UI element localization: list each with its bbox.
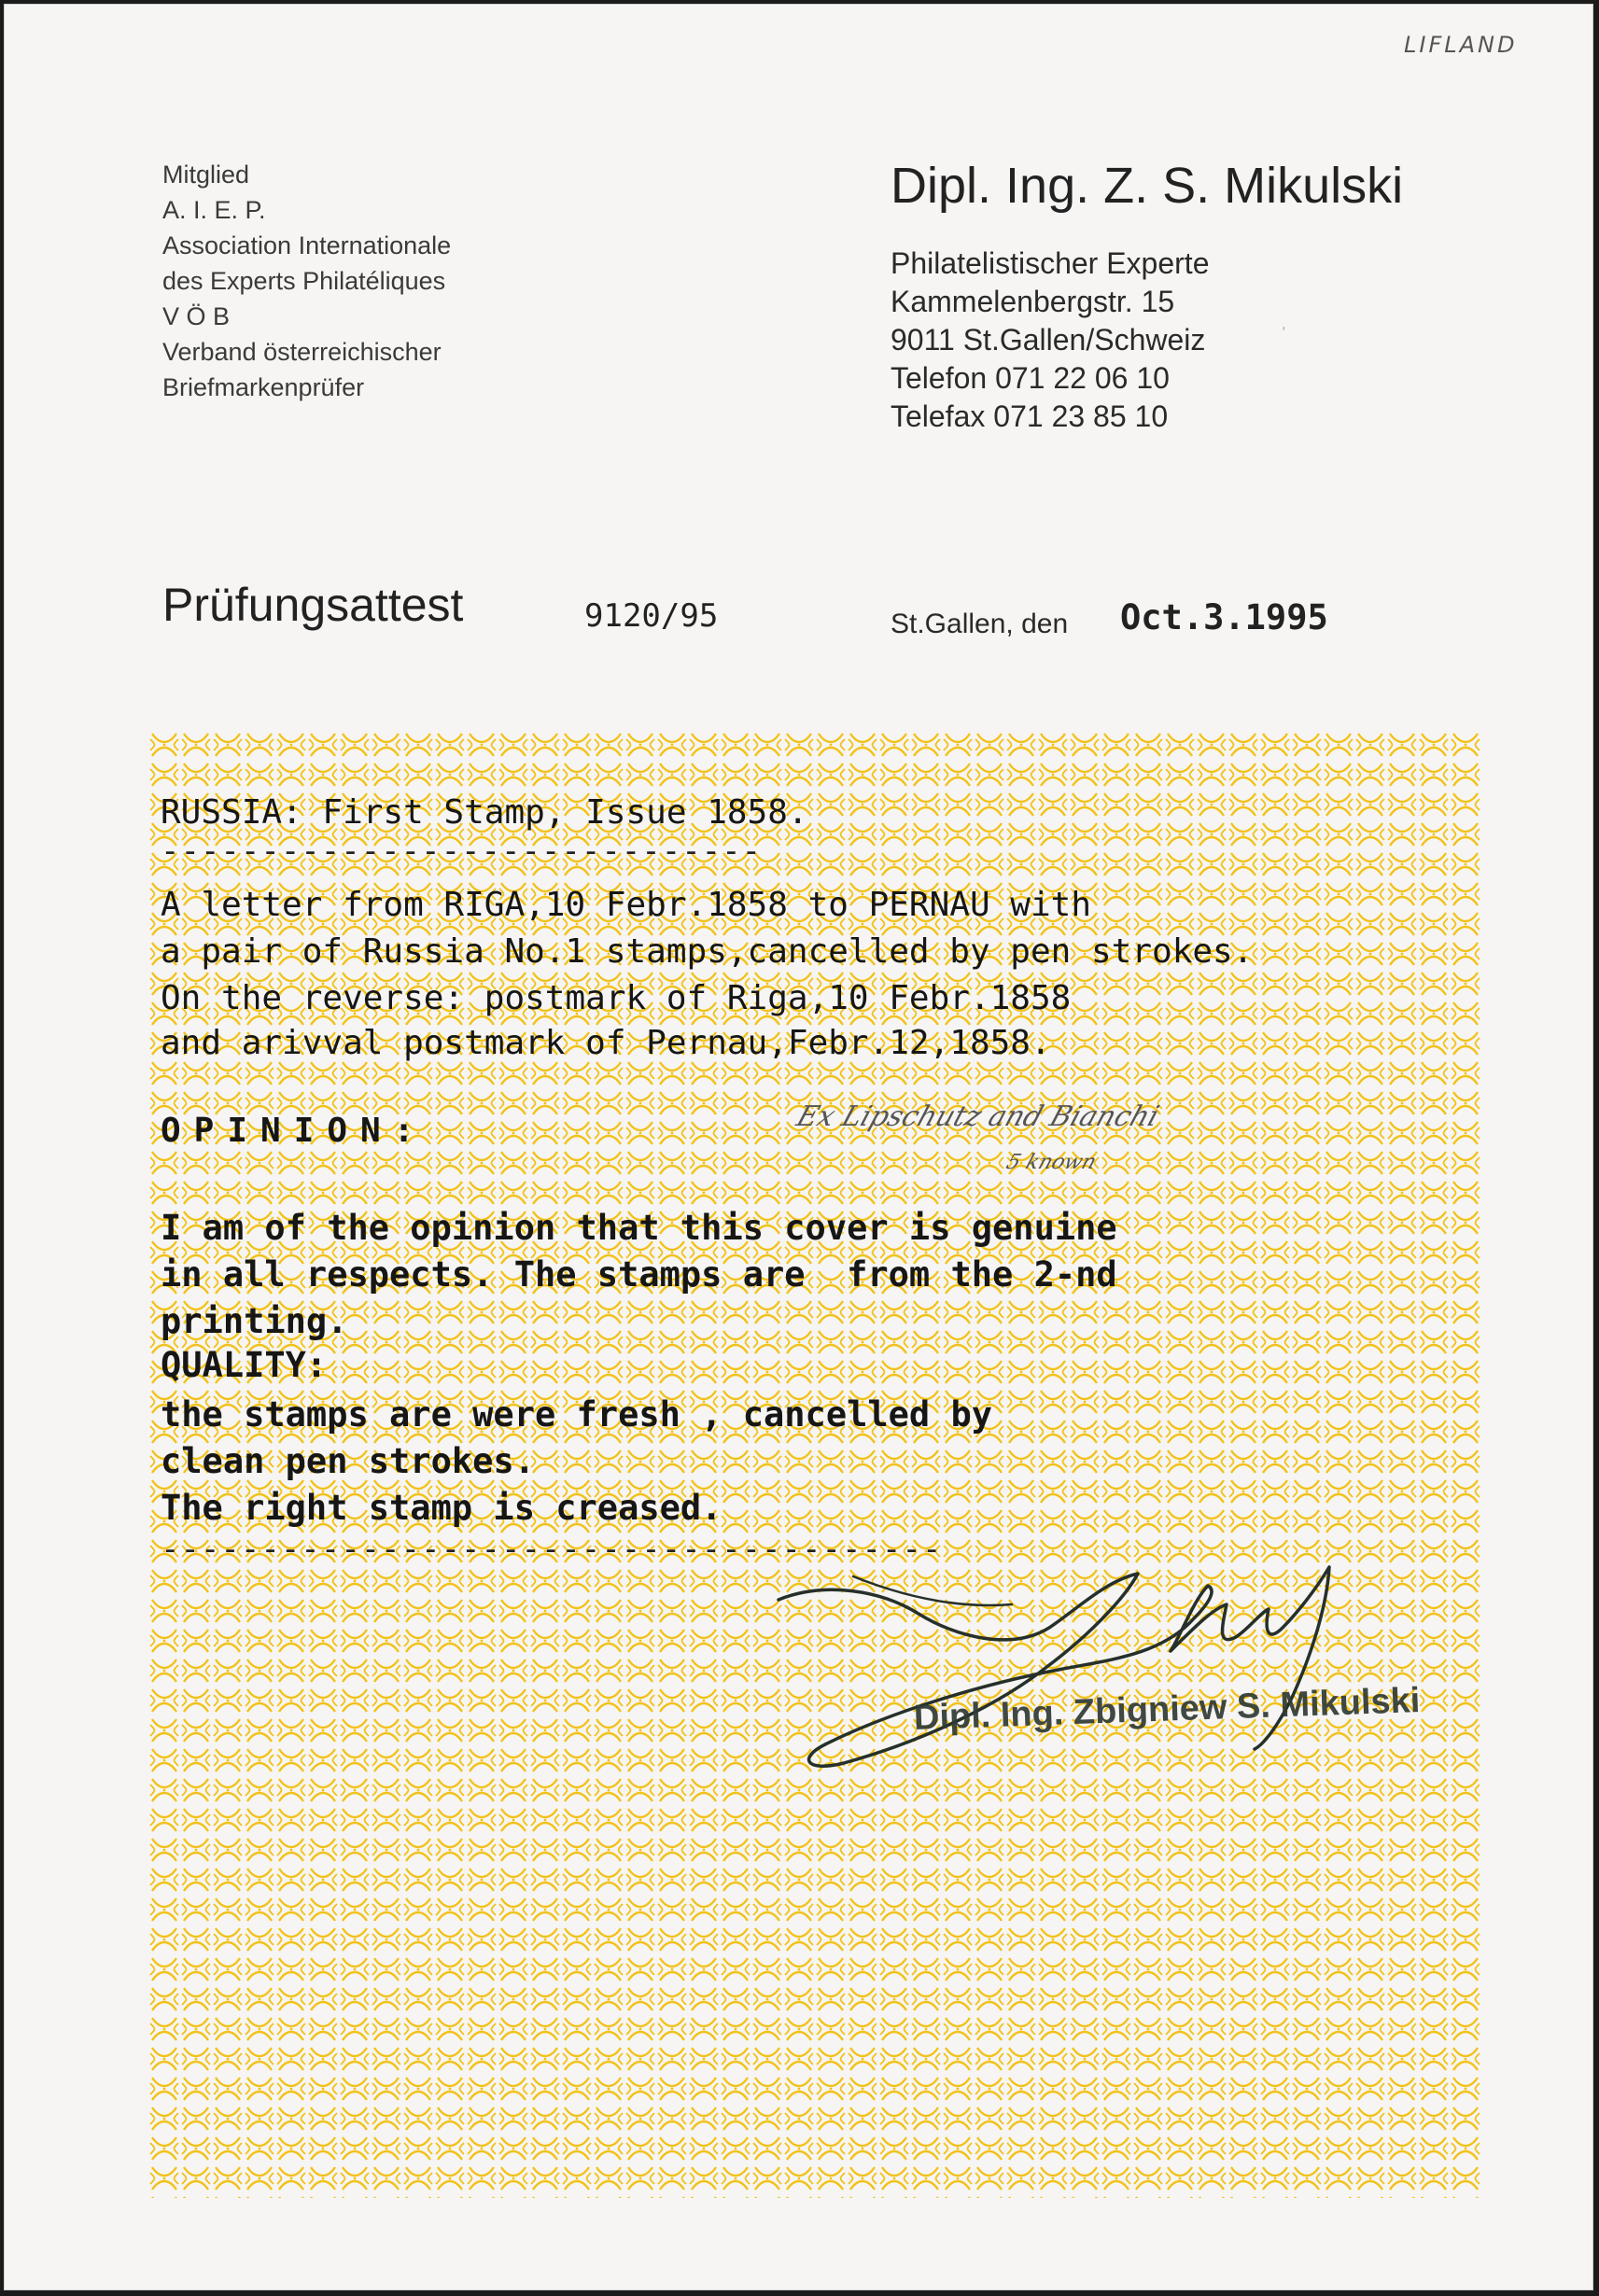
corner-note: LIFLAND xyxy=(1404,32,1518,58)
quality-line: The right stamp is creased. xyxy=(161,1488,722,1528)
handwritten-note xyxy=(788,1090,1423,1183)
membership-block xyxy=(162,157,610,405)
expert-street: Kammelenbergstr. 15 xyxy=(891,285,1175,318)
membership-line: V Ö B xyxy=(162,302,231,330)
handwritten-note-text: Ex Lipschutz and Bianchi xyxy=(792,1099,1164,1133)
opinion-line: I am of the opinion that this cover is genuine xyxy=(161,1208,1117,1248)
body-heading: RUSSIA: First Stamp, Issue 1858. xyxy=(161,793,808,832)
membership-line: des Experts Philatéliques xyxy=(162,267,446,295)
expert-telefon: Telefon 071 22 06 10 xyxy=(891,361,1170,395)
expert-name: Dipl. Ing. Z. S. Mikulski xyxy=(891,158,1404,214)
signature xyxy=(769,1562,1441,1796)
certificate-sheet xyxy=(4,4,1593,2290)
description-line: and arivval postmark of Pernau,Febr.12,1858. xyxy=(161,1024,1051,1062)
signature-stamp: Dipl. Ing. Zbigniew S. Mikulski xyxy=(913,1681,1421,1738)
opinion-line: printing. xyxy=(161,1301,348,1341)
membership-line: Verband österreichischer xyxy=(162,338,442,366)
expert-address xyxy=(891,245,1209,436)
expert-telefax: Telefax 071 23 85 10 xyxy=(891,399,1169,433)
certificate-date: Oct.3.1995 xyxy=(1120,597,1328,637)
membership-line: Mitglied xyxy=(162,161,250,189)
expert-title: Philatelistischer Experte xyxy=(891,246,1210,280)
certificate-place: St.Gallen, den xyxy=(891,609,1069,639)
certificate-number: 9120/95 xyxy=(584,597,719,635)
membership-line: Briefmarkenprüfer xyxy=(162,373,365,401)
opinion-line: in all respects. The stamps are from the 2-nd xyxy=(161,1254,1117,1295)
membership-line: A. I. E. P. xyxy=(162,196,266,224)
handwritten-note-count: 5 known xyxy=(1003,1150,1100,1174)
certificate-title: Prüfungsattest xyxy=(162,579,464,631)
description-line: A letter from RIGA,10 Febr.1858 to PERNAU with xyxy=(161,886,1091,924)
opinion-label: OPINION: xyxy=(161,1112,428,1150)
description-line: On the reverse: postmark of Riga,10 Febr.1858 xyxy=(161,979,1072,1017)
quality-line: the stamps are were fresh , cancelled by xyxy=(161,1394,993,1435)
quality-line: clean pen strokes. xyxy=(161,1441,535,1481)
closing-rule: --------------------------------------- xyxy=(161,1531,943,1568)
description-line: a pair of Russia No.1 stamps,cancelled by pen strokes. xyxy=(161,932,1254,971)
quality-label: QUALITY: xyxy=(161,1345,328,1385)
margin-mark: ˈ xyxy=(1281,325,1287,345)
expert-city: 9011 St.Gallen/Schweiz xyxy=(891,323,1206,357)
heading-rule: ------------------------------ xyxy=(161,833,763,870)
membership-line: Association Internationale xyxy=(162,231,452,259)
